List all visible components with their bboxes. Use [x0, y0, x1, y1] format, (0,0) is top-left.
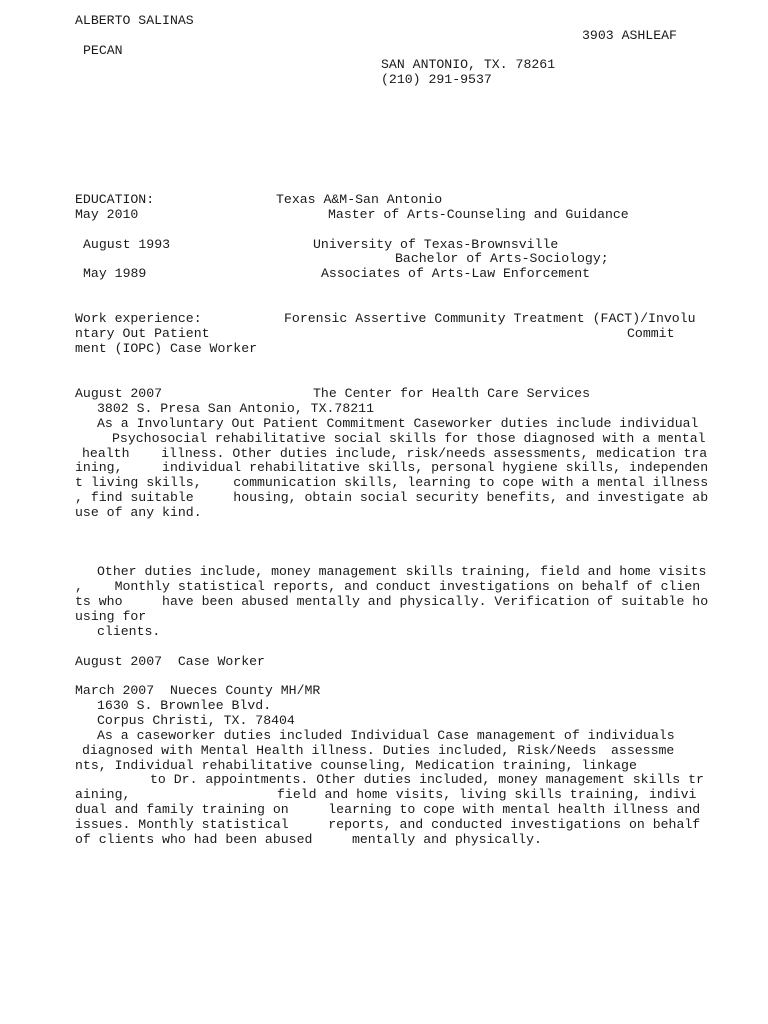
- job-description-line: , Monthly statistical reports, and conduct investigations on behalf of clien: [75, 579, 701, 594]
- education-label: EDUCATION:: [75, 192, 155, 207]
- address-city: SAN ANTONIO, TX. 78261: [381, 57, 556, 72]
- job-description-line: Psychosocial rehabilitative social skills for those diagnosed with a mental: [112, 431, 706, 446]
- education-school: Texas A&M-San Antonio: [276, 192, 443, 207]
- job-description-line: health illness. Other duties include, risk/needs assessments, medication tra: [82, 446, 708, 461]
- job-description-line: diagnosed with Mental Health illness. Duties included, Risk/Needs: [82, 743, 597, 758]
- education-date: May 1989: [83, 266, 147, 281]
- applicant-name: ALBERTO SALINAS: [75, 13, 194, 28]
- job-description-line: ts who have been abused mentally and physically. Verification of suitable ho: [75, 594, 709, 609]
- job-address: 1630 S. Brownlee Blvd.: [97, 698, 272, 713]
- job-description-line: assessme: [611, 743, 675, 758]
- job-description-line: issues. Monthly statistical reports, and conducted investigations on behalf: [75, 817, 701, 832]
- job-description-line: ining, individual rehabilitative skills, personal hygiene skills, independen: [75, 460, 709, 475]
- address-street: 3903 ASHLEAF: [582, 28, 677, 43]
- job-title-line: August 2007 Case Worker: [75, 654, 265, 669]
- work-experience-label: Work experience:: [75, 311, 202, 326]
- job-date: August 2007: [75, 386, 163, 401]
- education-degree: Bachelor of Arts-Sociology;: [395, 251, 609, 266]
- job-date-employer: March 2007 Nueces County MH/MR: [75, 683, 321, 698]
- education-date: May 2010: [75, 207, 139, 222]
- job-description-line: nts, Individual rehabilitative counseling, Medication training, linkage: [75, 758, 637, 773]
- job-title-line: Forensic Assertive Community Treatment (FACT)/Involu: [284, 311, 696, 326]
- job-description-line: field and home visits, living skills training, indivi: [277, 787, 697, 802]
- job-description-line: of clients who had been abused mentally and physically.: [75, 832, 542, 847]
- job-description-line: clients.: [97, 624, 161, 639]
- job-description-line: Other duties include, money management skills training, field and home visits: [97, 564, 707, 579]
- job-title-line: ment (IOPC) Case Worker: [75, 341, 258, 356]
- job-description-line: , find suitable housing, obtain social security benefits, and investigate ab: [75, 490, 709, 505]
- job-address: Corpus Christi, TX. 78404: [97, 713, 295, 728]
- job-description-line: to Dr. appointments. Other duties included, money management skills tr: [150, 772, 704, 787]
- education-school: University of Texas-Brownsville: [313, 237, 559, 252]
- job-title-line: Commit: [627, 326, 675, 341]
- job-description-line: using for: [75, 609, 147, 624]
- address-street-continued: PECAN: [83, 43, 123, 58]
- job-description-line: As a caseworker duties included Individual Case management of individuals: [97, 728, 675, 743]
- job-description-line: use of any kind.: [75, 505, 202, 520]
- job-description-line: dual and family training on learning to cope with mental health illness and: [75, 802, 701, 817]
- job-description-line: t living skills, communication skills, learning to cope with a mental illness: [75, 475, 709, 490]
- education-date: August 1993: [83, 237, 171, 252]
- phone-number: (210) 291-9537: [381, 72, 492, 87]
- job-description-line: As a Involuntary Out Patient Commitment Caseworker duties include individual: [97, 416, 699, 431]
- education-degree: Associates of Arts-Law Enforcement: [321, 266, 591, 281]
- job-title-line: ntary Out Patient: [75, 326, 210, 341]
- education-degree: Master of Arts-Counseling and Guidance: [328, 207, 629, 222]
- job-address: 3802 S. Presa San Antonio, TX.78211: [97, 401, 374, 416]
- job-description-line: aining,: [75, 787, 131, 802]
- job-employer: The Center for Health Care Services: [313, 386, 590, 401]
